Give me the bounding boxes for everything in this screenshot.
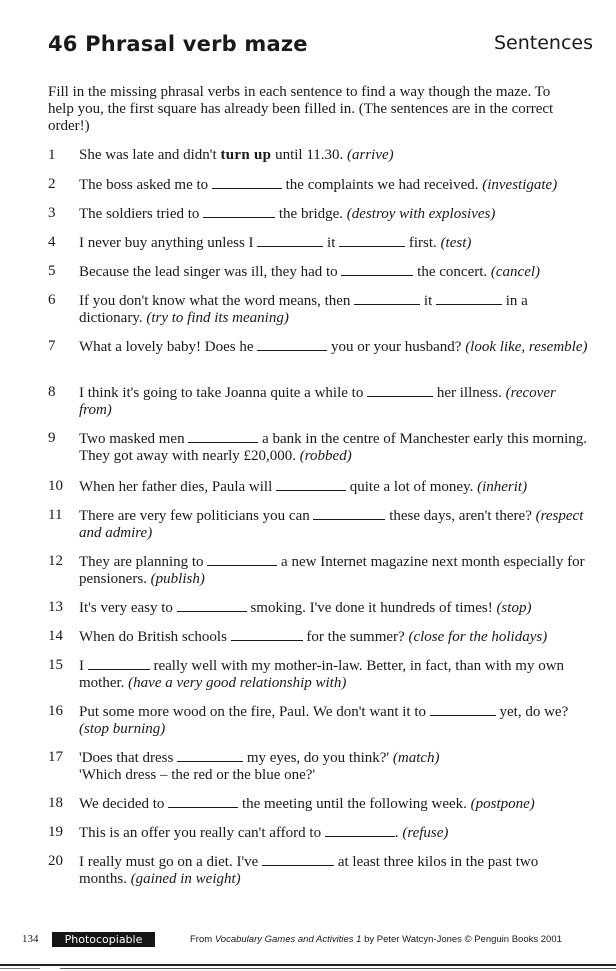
item-number: 15 bbox=[48, 657, 63, 673]
sentence-item bbox=[48, 853, 588, 899]
item-text: The soldiers tried to the bridge. (destroy with explosives) bbox=[79, 206, 496, 222]
item-text: When her father dies, Paula will quite a lot of money. (inherit) bbox=[79, 479, 528, 495]
sentence-item bbox=[48, 263, 588, 292]
answer-blank[interactable] bbox=[231, 628, 303, 641]
item-number: 8 bbox=[48, 384, 56, 400]
item-hint: (match) bbox=[392, 750, 440, 766]
sentence-item bbox=[48, 384, 588, 430]
item-text: This is an offer you really can't afford to . (refuse) bbox=[79, 825, 449, 841]
item-number: 2 bbox=[48, 176, 56, 192]
answer-blank[interactable] bbox=[430, 703, 496, 716]
item-hint: (recover from) bbox=[79, 385, 556, 418]
item-hint: (postpone) bbox=[470, 796, 535, 812]
item-number: 9 bbox=[48, 430, 56, 446]
page-title: 46 Phrasal verb maze bbox=[48, 32, 308, 56]
sentence-item bbox=[48, 507, 588, 553]
sentence-item bbox=[48, 824, 588, 853]
item-hint: (robbed) bbox=[299, 448, 352, 464]
sentence-item bbox=[48, 176, 588, 205]
item-number: 1 bbox=[48, 147, 56, 163]
item-hint: (inherit) bbox=[477, 479, 528, 495]
item-hint: (publish) bbox=[150, 571, 205, 587]
sentence-item bbox=[48, 657, 588, 703]
item-number: 3 bbox=[48, 205, 56, 221]
answer-blank[interactable] bbox=[257, 338, 327, 351]
answer-blank[interactable] bbox=[177, 599, 247, 612]
answer-blank[interactable] bbox=[168, 795, 238, 808]
item-text: It's very easy to smoking. I've done it hundreds of times! (stop) bbox=[79, 600, 532, 616]
item-number: 20 bbox=[48, 853, 63, 869]
item-text: They are planning to a new Internet magazine next month especially for pensioners. (publish) bbox=[79, 554, 585, 587]
answer-blank[interactable] bbox=[354, 292, 420, 305]
sentence-item bbox=[48, 553, 588, 599]
instructions: Fill in the missing phrasal verbs in each sentence to find a way though the maze. To help you, the first square has already been filled in. (The sentences are in the correct order!) bbox=[48, 84, 554, 134]
sentence-item bbox=[48, 628, 588, 657]
item-number: 12 bbox=[48, 553, 63, 569]
book-title: Vocabulary Games and Activities 1 bbox=[214, 934, 362, 945]
scan-edge bbox=[0, 962, 616, 971]
page-header bbox=[48, 32, 593, 62]
item-hint: (refuse) bbox=[402, 825, 449, 841]
sentence-item bbox=[48, 430, 588, 478]
item-hint: (cancel) bbox=[490, 264, 541, 280]
divider bbox=[0, 964, 616, 966]
answer-blank[interactable] bbox=[88, 657, 150, 670]
item-text: The boss asked me to the complaints we had received. (investigate) bbox=[79, 177, 558, 193]
sentence-list bbox=[48, 147, 588, 899]
page-footer bbox=[0, 928, 616, 952]
item-text: There are very few politicians you can these days, aren't there? (respect and admire) bbox=[79, 508, 584, 541]
item-text: When do British schools for the summer? (close for the holidays) bbox=[79, 629, 548, 645]
item-text: I think it's going to take Joanna quite a while to her illness. (recover from) bbox=[79, 385, 556, 418]
divider bbox=[0, 968, 40, 969]
item-text: If you don't know what the word means, then it in a dictionary. (try to find its meaning) bbox=[79, 293, 528, 326]
divider bbox=[60, 968, 616, 969]
item-number: 4 bbox=[48, 234, 56, 250]
item-number: 11 bbox=[48, 507, 63, 523]
item-number: 6 bbox=[48, 292, 56, 308]
sentence-item bbox=[48, 234, 588, 263]
item-reply: 'Which dress – the red or the blue one?' bbox=[79, 767, 316, 783]
item-number: 5 bbox=[48, 263, 56, 279]
item-text: She was late and didn't turn up until 11.30. (arrive) bbox=[79, 147, 394, 163]
answer-blank[interactable] bbox=[177, 749, 243, 762]
item-text: Put some more wood on the fire, Paul. We don't want it to yet, do we? (stop burning) bbox=[79, 704, 569, 737]
answer-blank[interactable] bbox=[212, 176, 282, 189]
item-text: I never buy anything unless I it first. (test) bbox=[79, 235, 472, 251]
item-hint: (stop) bbox=[496, 600, 532, 616]
source-credit: From Vocabulary Games and Activities 1 by Peter Watcyn-Jones © Penguin Books 2001 bbox=[190, 934, 562, 945]
item-hint: (look like, resemble) bbox=[465, 339, 588, 355]
sentence-item bbox=[48, 795, 588, 824]
item-hint: (stop burning) bbox=[79, 721, 166, 737]
answer-blank[interactable] bbox=[203, 205, 275, 218]
sentence-item bbox=[48, 478, 588, 507]
sentence-item bbox=[48, 338, 588, 384]
sentence-item bbox=[48, 703, 588, 749]
answer-blank[interactable] bbox=[207, 553, 277, 566]
item-hint: (close for the holidays) bbox=[408, 629, 548, 645]
answer-blank[interactable] bbox=[276, 478, 346, 491]
item-number: 7 bbox=[48, 338, 56, 354]
item-text: I really well with my mother-in-law. Better, in fact, than with my own mother. (have a very good relationship with) bbox=[79, 658, 565, 691]
filled-answer: turn up bbox=[220, 147, 272, 163]
page-number: 134 bbox=[22, 933, 39, 945]
item-hint: (gained in weight) bbox=[130, 871, 241, 887]
answer-blank[interactable] bbox=[313, 507, 385, 520]
item-text: 'Does that dress my eyes, do you think?' (match) 'Which dress – the red or the blue one?' bbox=[79, 750, 440, 783]
item-number: 18 bbox=[48, 795, 63, 811]
item-number: 13 bbox=[48, 599, 63, 615]
sentence-item bbox=[48, 147, 588, 176]
item-number: 19 bbox=[48, 824, 63, 840]
answer-blank[interactable] bbox=[367, 384, 433, 397]
section-label: Sentences bbox=[493, 32, 593, 54]
item-hint: (respect and admire) bbox=[79, 508, 584, 541]
item-number: 10 bbox=[48, 478, 63, 494]
photocopiable-badge: Photocopiable bbox=[52, 932, 155, 947]
sentence-item bbox=[48, 292, 588, 338]
sentence-item bbox=[48, 599, 588, 628]
item-hint: (test) bbox=[440, 235, 472, 251]
sentence-item bbox=[48, 749, 588, 795]
item-hint: (destroy with explosives) bbox=[346, 206, 496, 222]
sentence-item bbox=[48, 205, 588, 234]
item-text: I really must go on a diet. I've at least three kilos in the past two months. (gained in weight) bbox=[79, 854, 539, 887]
answer-blank[interactable] bbox=[341, 263, 413, 276]
item-hint: (have a very good relationship with) bbox=[128, 675, 347, 691]
item-text: Because the lead singer was ill, they had to the concert. (cancel) bbox=[79, 264, 541, 280]
answer-blank[interactable] bbox=[188, 430, 258, 443]
item-text: We decided to the meeting until the following week. (postpone) bbox=[79, 796, 535, 812]
answer-blank[interactable] bbox=[339, 234, 405, 247]
item-text: Two masked men a bank in the centre of Manchester early this morning. They got away with nearly £20,000. (robbed) bbox=[79, 431, 587, 464]
item-number: 17 bbox=[48, 749, 63, 765]
item-text: What a lovely baby! Does he you or your husband? (look like, resemble) bbox=[79, 339, 588, 355]
item-number: 14 bbox=[48, 628, 63, 644]
answer-blank[interactable] bbox=[262, 853, 334, 866]
item-hint: (investigate) bbox=[482, 177, 558, 193]
answer-blank[interactable] bbox=[436, 292, 502, 305]
item-hint: (arrive) bbox=[347, 147, 394, 163]
answer-blank[interactable] bbox=[325, 824, 395, 837]
item-hint: (try to find its meaning) bbox=[146, 310, 289, 326]
item-number: 16 bbox=[48, 703, 63, 719]
answer-blank[interactable] bbox=[257, 234, 323, 247]
